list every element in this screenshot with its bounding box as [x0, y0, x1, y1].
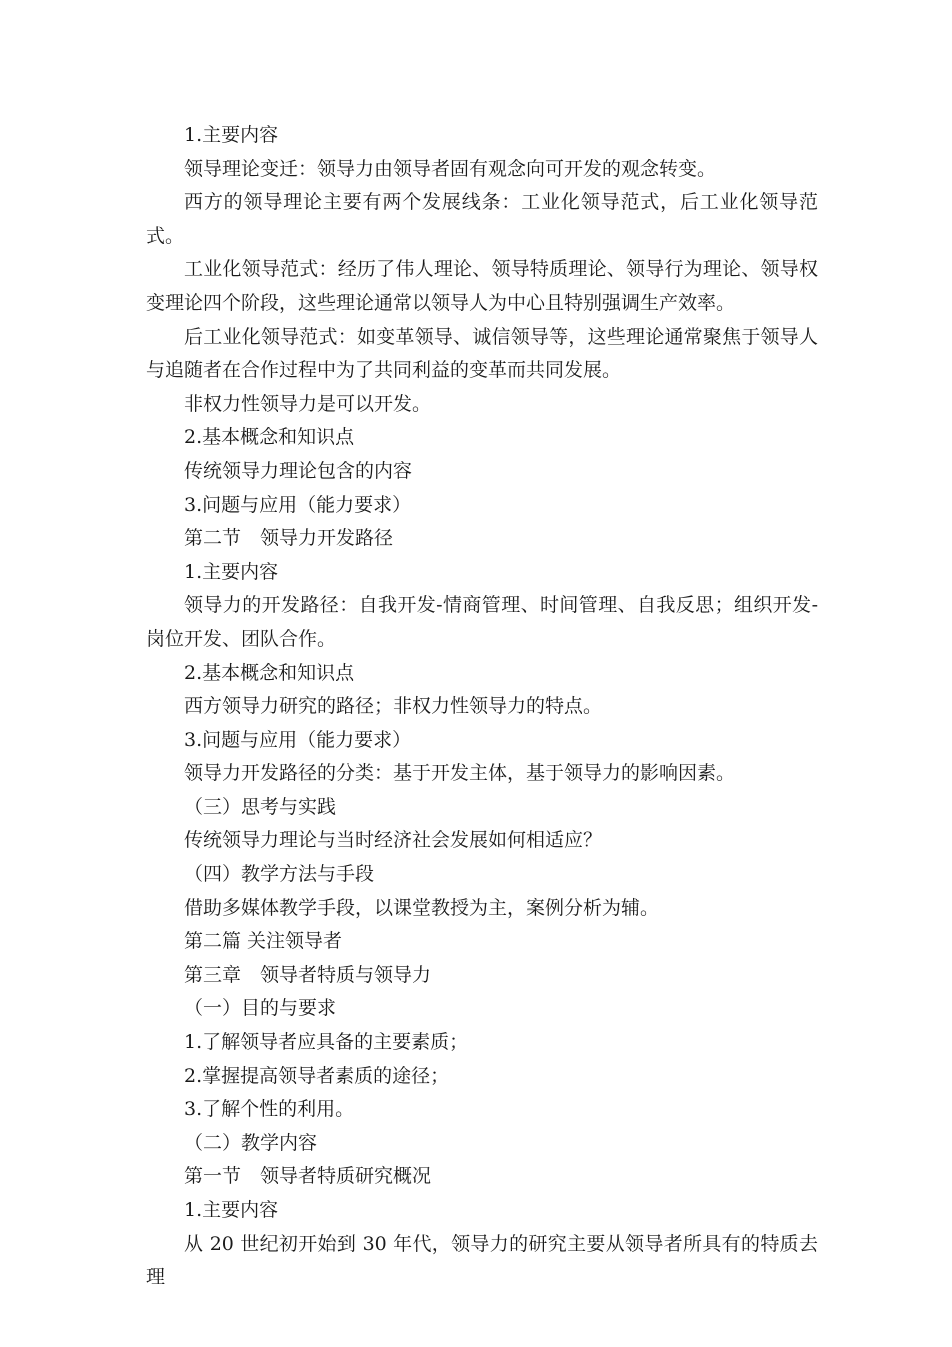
- paragraph: 1.主要内容: [184, 124, 279, 146]
- paragraph: 1.了解领导者应具备的主要素质；: [184, 1031, 469, 1054]
- paragraph: 传统领导力理论包含的内容: [184, 459, 413, 482]
- paragraph: 3.问题与应用（能力要求）: [184, 493, 412, 516]
- paragraph: 1.主要内容: [184, 1199, 279, 1221]
- paragraph: 领导力的开发路径：自我开发-情商管理、时间管理、自我反思；组织开发-岗位开发、团队合作。: [146, 594, 818, 650]
- paragraph: 2.掌握提高领导者素质的途径；: [184, 1064, 450, 1087]
- paragraph: 西方领导力研究的路径；非权力性领导力的特点。: [184, 695, 603, 718]
- paragraph: 2.基本概念和知识点: [184, 426, 355, 449]
- paragraph: 借助多媒体教学手段，以课堂教授为主，案例分析为辅。: [184, 896, 660, 919]
- part-heading: 第二篇 关注领导者: [184, 930, 343, 953]
- paragraph: 领导力开发路径的分类：基于开发主体，基于领导力的影响因素。: [184, 762, 736, 785]
- paragraph: （一）目的与要求: [184, 997, 337, 1020]
- chapter-heading: 第三章 领导者特质与领导力: [184, 963, 432, 986]
- section-heading: 第一节 领导者特质研究概况: [184, 1165, 432, 1188]
- document-body: [146, 119, 818, 1295]
- paragraph: 3.问题与应用（能力要求）: [184, 728, 412, 751]
- paragraph: 非权力性领导力是可以开发。: [184, 392, 432, 415]
- paragraph: 后工业化领导范式：如变革领导、诚信领导等，这些理论通常聚焦于领导人与追随者在合作过程中为了共同利益的变革而共同发展。: [146, 325, 818, 382]
- paragraph: 传统领导力理论与当时经济社会发展如何相适应？: [184, 829, 603, 852]
- paragraph: （二）教学内容: [184, 1131, 318, 1154]
- paragraph: 3.了解个性的利用。: [184, 1098, 355, 1121]
- paragraph: 领导理论变迁：领导力由领导者固有观念向可开发的观念转变。: [184, 157, 717, 180]
- paragraph: 西方的领导理论主要有两个发展线条：工业化领导范式，后工业化领导范式。: [146, 191, 818, 247]
- paragraph: 工业化领导范式：经历了伟人理论、领导特质理论、领导行为理论、领导权变理论四个阶段，这些理论通常以领导人为中心且特别强调生产效率。: [146, 258, 818, 314]
- paragraph: （四）教学方法与手段: [184, 863, 375, 886]
- paragraph: 2.基本概念和知识点: [184, 661, 355, 684]
- paragraph: 1.主要内容: [184, 560, 279, 583]
- paragraph: 从 20 世纪初开始到 30 年代，领导力的研究主要从领导者所具有的特质去理: [146, 1232, 818, 1289]
- section-heading: 第二节 领导力开发路径: [184, 527, 394, 550]
- paragraph: （三）思考与实践: [184, 795, 337, 818]
